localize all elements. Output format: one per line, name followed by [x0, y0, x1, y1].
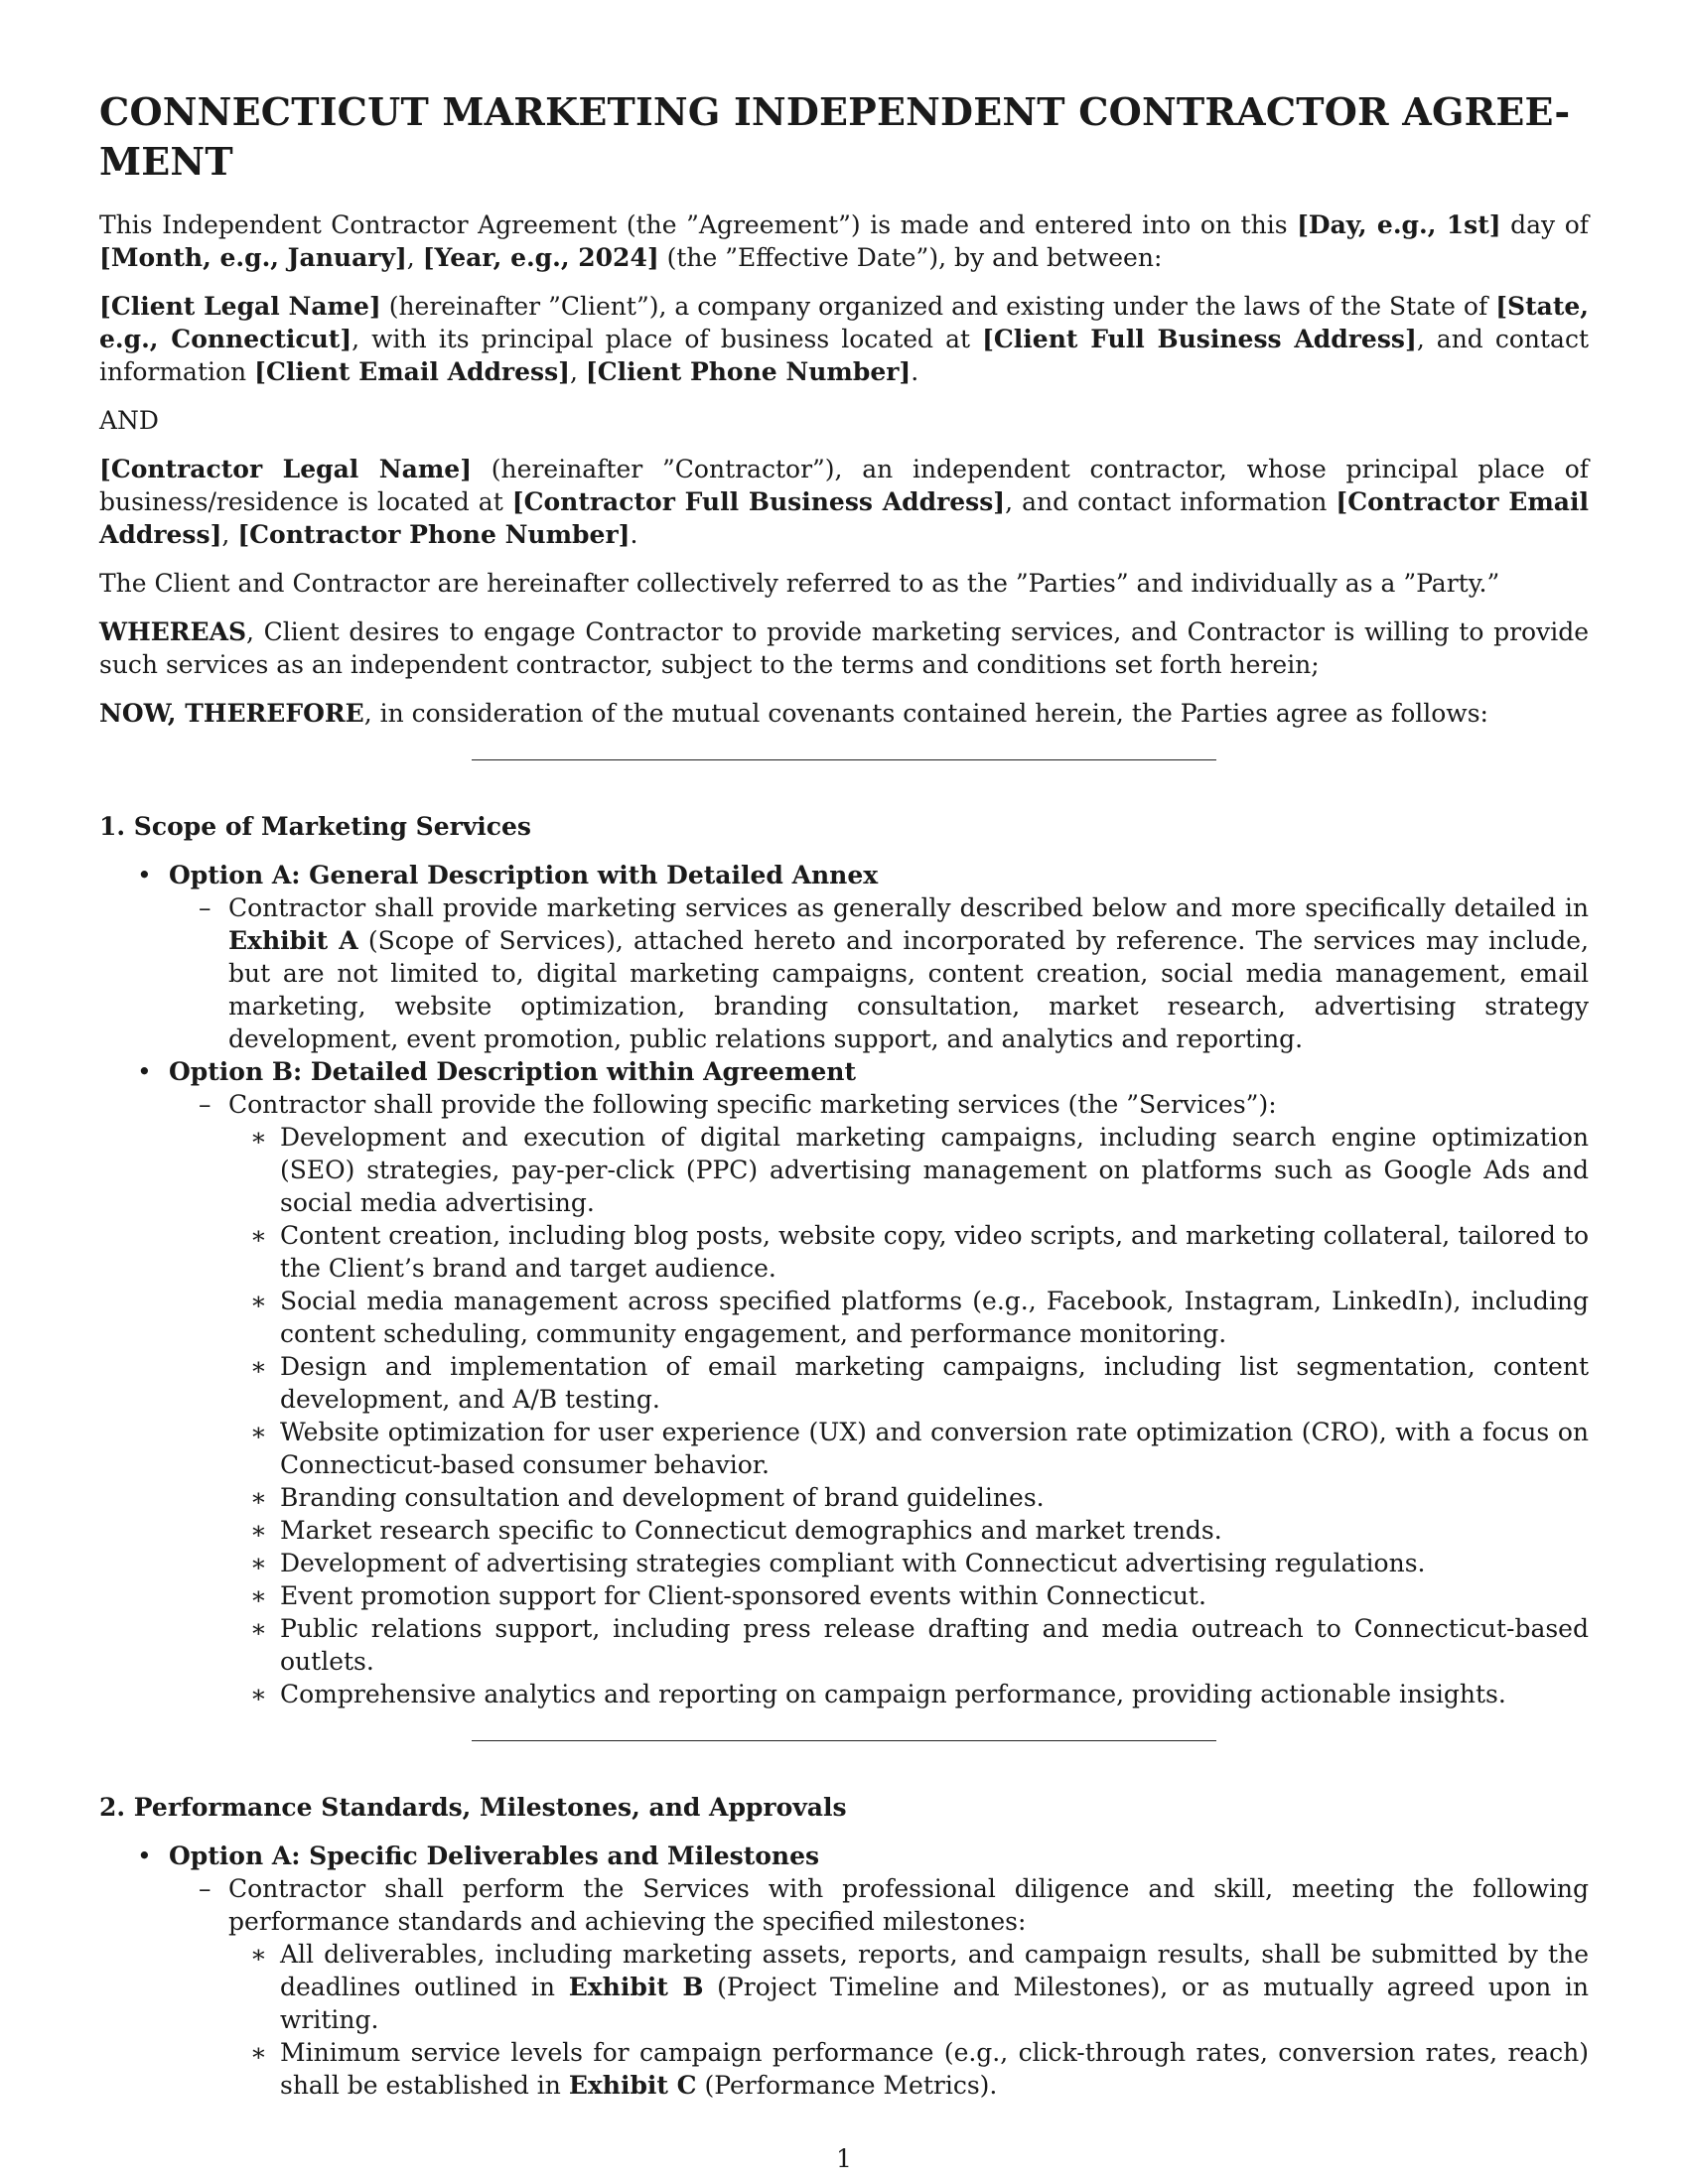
list-item: ∗ Development of advertising strategies compliant with Connecticut advertising regulations. [228, 1547, 1589, 1579]
list-item: ∗ Market research specific to Connecticut demographics and market trends. [228, 1514, 1589, 1547]
section-divider [472, 759, 1216, 760]
section-1-heading: 1. Scope of Marketing Services [99, 812, 532, 841]
services-list [228, 1121, 1589, 1710]
client-state-placeholder: [State, e.g., Connecticut] [99, 292, 1590, 353]
section-1-options [99, 859, 1589, 1710]
client-paragraph: [Client Legal Name] (hereinafter ”Client”), a company organized and existing under the laws of the State of [State, e.g., Connecticut], with its principal place of business located at [Client Full Business Address], and contact information [Client Email Address], [Client Phone Number]. [99, 292, 1590, 386]
list-item: ∗ Social media management across specified platforms (e.g., Facebook, Instagram, LinkedIn), including content scheduling, community engagement, and performance monitoring. [228, 1285, 1589, 1350]
year-placeholder: [Year, e.g., 2024] [422, 243, 659, 272]
list-item: ∗ Event promotion support for Client-sponsored events within Connecticut. [228, 1579, 1589, 1612]
section-1-option-b-text: – Contractor shall provide the following specific marketing services (the ”Services”): ∗ Development and execution of digital marketing campaigns, including search engine optimization (SEO) strategies, pay-per-click (PPC) advertising management on platforms such as Google Ads and social media advertising. ∗ Content creation, including blog posts, website copy, video scripts, and marketing collateral, tailored to the Client’s brand and target audience. ∗ Social media management across specified platforms (e.g., Facebook, Instagram, LinkedIn), including content scheduling, community engagement, and performance monitoring. ∗ Design and implementation of email marketing campaigns, including list segmentation, content development, and A/B testing. ∗ Website optimization for user experience (UX) and conversion rate optimization (CRO), with a focus on Connecticut-based consumer behavior. ∗ Branding consultation and development of brand guidelines. ∗ Market research specific to Connecticut demographics and market trends. ∗ Development of advertising strategies compliant with Connecticut advertising regulations. ∗ Event promotion support for Client-sponsored events within Connecticut. ∗ Public relations support, including press release drafting and media outreach to Connecticut-based outlets. ∗ Comprehensive analytics and reporting on campaign performance, providing actionable insights. [169, 1088, 1589, 1710]
section-1-option-a-text: – Contractor shall provide marketing services as generally described below and more specifically detailed in Exhibit A (Scope of Services), attached hereto and incorporated by reference. The services may include, but are not limited to, digital marketing campaigns, content creation, social media management, email marketing, website optimization, branding consultation, market research, advertising strategy development, event promotion, public relations support, and analytics and reporting. [169, 891, 1589, 1055]
day-placeholder: [Day, e.g., 1st] [1297, 210, 1501, 239]
whereas-paragraph: WHEREAS, Client desires to engage Contractor to provide marketing services, and Contractor is willing to provide such services as an independent contractor, subject to the terms and conditions set forth herein; [99, 617, 1589, 679]
list-item: ∗ Development and execution of digital marketing campaigns, including search engine optimization (SEO) strategies, pay-per-click (PPC) advertising management on platforms such as Google Ads and social media advertising. [228, 1121, 1589, 1219]
list-item: ∗ Website optimization for user experience (UX) and conversion rate optimization (CRO), with a focus on Connecticut-based consumer behavior. [228, 1416, 1589, 1481]
section-2-option-a: • Option A: Specific Deliverables and Milestones – Contractor shall perform the Services with professional diligence and skill, meeting the following performance standards and achieving the specified milestones: ∗ All deliverables, including marketing assets, reports, and campaign results, shall be submitted by the deadlines outlined in Exhibit B (Project Timeline and Milestones), or as mutually agreed upon in writing. ∗ Minimum service levels for campaign performance (e.g., click-through rates, conversion rates, reach) shall be established in Exhibit C (Performance Metrics). [99, 1840, 1589, 2102]
list-item: ∗ All deliverables, including marketing assets, reports, and campaign results, shall be submitted by the deadlines outlined in Exhibit B (Project Timeline and Milestones), or as mutually agreed upon in writing. [228, 1938, 1589, 2036]
document-title: CONNECTICUT MARKETING INDEPENDENT CONTRACTOR AGREE- MENT [99, 89, 1571, 184]
contractor-phone-placeholder: [Contractor Phone Number] [237, 520, 631, 549]
list-item: ∗ Content creation, including blog posts, website copy, video scripts, and marketing collateral, tailored to the Client’s brand and target audience. [228, 1219, 1589, 1285]
section-1-option-b: • Option B: Detailed Description within Agreement – Contractor shall provide the following specific marketing services (the ”Services”): ∗ Development and execution of digital marketing campaigns, including search engine optimization (SEO) strategies, pay-per-click (PPC) advertising management on platforms such as Google Ads and social media advertising. ∗ Content creation, including blog posts, website copy, video scripts, and marketing collateral, tailored to the Client’s brand and target audience. ∗ Social media management across specified platforms (e.g., Facebook, Instagram, LinkedIn), including content scheduling, community engagement, and performance monitoring. ∗ Design and implementation of email marketing campaigns, including list segmentation, content development, and A/B testing. ∗ Website optimization for user experience (UX) and conversion rate optimization (CRO), with a focus on Connecticut-based consumer behavior. ∗ Branding consultation and development of brand guidelines. ∗ Market research specific to Connecticut demographics and market trends. ∗ Development of advertising strategies compliant with Connecticut advertising regulations. ∗ Event promotion support for Client-sponsored events within Connecticut. ∗ Public relations support, including press release drafting and media outreach to Connecticut-based outlets. ∗ Comprehensive analytics and reporting on campaign performance, providing actionable insights. [99, 1055, 1589, 1710]
list-item: ∗ Design and implementation of email marketing campaigns, including list segmentation, content development, and A/B testing. [228, 1350, 1589, 1416]
and-separator: AND [99, 406, 159, 435]
section-divider [472, 1740, 1216, 1741]
deliverables-list [228, 1938, 1589, 2102]
section-2-options [99, 1840, 1589, 2102]
section-1-option-a: • Option A: General Description with Detailed Annex – Contractor shall provide marketing services as generally described below and more specifically detailed in Exhibit A (Scope of Services), attached hereto and incorporated by reference. The services may include, but are not limited to, digital marketing campaigns, content creation, social media management, email marketing, website optimization, branding consultation, market research, advertising strategy development, event promotion, public relations support, and analytics and reporting. [99, 859, 1589, 1055]
page-number: 1 [836, 2144, 852, 2173]
client-address-placeholder: [Client Full Business Address] [982, 325, 1417, 353]
list-item: ∗ Comprehensive analytics and reporting on campaign performance, providing actionable insights. [228, 1678, 1589, 1710]
now-therefore-paragraph: NOW, THEREFORE, in consideration of the mutual covenants contained herein, the Parties agree as follows: [99, 699, 1488, 728]
client-name-placeholder: [Client Legal Name] [99, 292, 381, 321]
month-placeholder: [Month, e.g., January] [99, 243, 407, 272]
exhibit-b-ref: Exhibit B [568, 1973, 704, 2001]
client-email-placeholder: [Client Email Address] [254, 357, 570, 386]
exhibit-a-ref: Exhibit A [228, 926, 358, 955]
section-2-heading: 2. Performance Standards, Milestones, and Approvals [99, 1793, 847, 1822]
intro-paragraph: This Independent Contractor Agreement (the ”Agreement”) is made and entered into on this [Day, e.g., 1st] day of [Month, e.g., January], [Year, e.g., 2024] (the ”Effective Date”), by and between: [99, 210, 1590, 272]
exhibit-c-ref: Exhibit C [568, 2071, 697, 2100]
list-item: ∗ Minimum service levels for campaign performance (e.g., click-through rates, conversion rates, reach) shall be established in Exhibit C (Performance Metrics). [228, 2036, 1589, 2102]
document-page [99, 87, 1589, 2102]
parties-paragraph: The Client and Contractor are hereinafter collectively referred to as the ”Parties” and individually as a ”Party.” [99, 569, 1500, 598]
contractor-email-placeholder: [Contractor Email Address] [99, 487, 1589, 549]
contractor-paragraph: [Contractor Legal Name] (hereinafter ”Contractor”), an independent contractor, whose principal place of business/residence is located at [Contractor Full Business Address], and contact information [Contractor Email Address], [Contractor Phone Number]. [99, 455, 1589, 549]
list-item: ∗ Branding consultation and development of brand guidelines. [228, 1481, 1589, 1514]
contractor-name-placeholder: [Contractor Legal Name] [99, 455, 473, 483]
client-phone-placeholder: [Client Phone Number] [585, 357, 912, 386]
section-2-option-a-text: – Contractor shall perform the Services with professional diligence and skill, meeting the following performance standards and achieving the specified milestones: ∗ All deliverables, including marketing assets, reports, and campaign results, shall be submitted by the deadlines outlined in Exhibit B (Project Timeline and Milestones), or as mutually agreed upon in writing. ∗ Minimum service levels for campaign performance (e.g., click-through rates, conversion rates, reach) shall be established in Exhibit C (Performance Metrics). [169, 1872, 1589, 2102]
contractor-address-placeholder: [Contractor Full Business Address] [511, 487, 1006, 516]
list-item: ∗ Public relations support, including press release drafting and media outreach to Connecticut-based outlets. [228, 1612, 1589, 1678]
